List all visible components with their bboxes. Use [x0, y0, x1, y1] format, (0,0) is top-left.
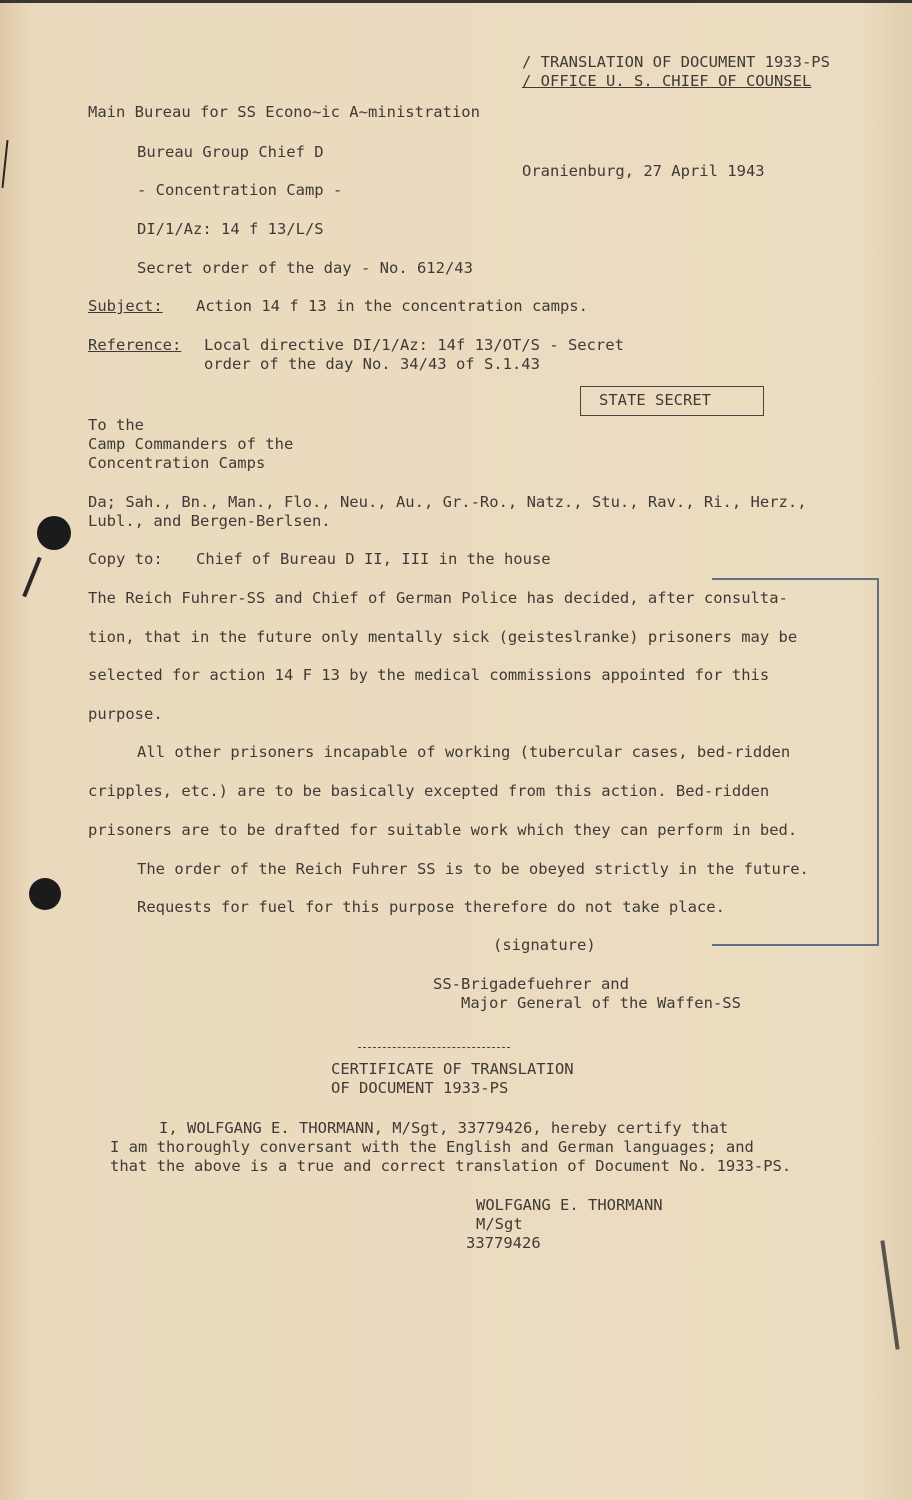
recipient-line-1: To the	[88, 416, 144, 434]
signature-mark: (signature)	[493, 936, 596, 954]
translator-serial: 33779426	[466, 1234, 541, 1252]
sender-bureau: Main Bureau for SS Econo~ic A~ministration	[88, 103, 480, 121]
punch-hole-bottom	[29, 878, 61, 910]
state-secret-stamp	[580, 386, 764, 416]
header-translation-line: / TRANSLATION OF DOCUMENT 1933-PS	[522, 53, 830, 71]
header-office-line: / OFFICE U. S. CHIEF OF COUNSEL	[522, 72, 812, 90]
sender-reference-code: DI/1/Az: 14 f 13/L/S	[137, 220, 324, 238]
certificate-text-2: I am thoroughly conversant with the English and German languages; and	[110, 1138, 754, 1156]
body-p1-line-2: tion, that in the future only mentally sick (geisteslranke) prisoners may be	[88, 628, 798, 646]
camp-list-line-2: Lubl., and Bergen-Berlsen.	[88, 512, 331, 530]
certificate-text-1: I, WOLFGANG E. THORMANN, M/Sgt, 33779426, hereby certify that	[159, 1119, 729, 1137]
subject-label: Subject:	[88, 297, 163, 315]
certificate-title-1: CERTIFICATE OF TRANSLATION	[331, 1060, 574, 1078]
secret-order-number: Secret order of the day - No. 612/43	[137, 259, 473, 277]
body-p2-line-2: cripples, etc.) are to be basically excepted from this action. Bed-ridden	[88, 782, 770, 800]
copy-to-text: Chief of Bureau D II, III in the house	[196, 550, 551, 568]
sender-camp: - Concentration Camp -	[137, 181, 343, 199]
subject-text: Action 14 f 13 in the concentration camps.	[196, 297, 588, 315]
body-p1-line-3: selected for action 14 F 13 by the medical commissions appointed for this	[88, 666, 770, 684]
camp-list-line-1: Da; Sah., Bn., Man., Flo., Neu., Au., Gr.-Ro., Natz., Stu., Rav., Ri., Herz.,	[88, 493, 807, 511]
translator-rank: M/Sgt	[476, 1215, 523, 1233]
body-p3: The order of the Reich Fuhrer SS is to be obeyed strictly in the future.	[137, 860, 809, 878]
certificate-text-3: that the above is a true and correct translation of Document No. 1933-PS.	[110, 1157, 792, 1175]
state-secret-label: STATE SECRET	[599, 391, 711, 409]
reference-label: Reference:	[88, 336, 182, 354]
place-date: Oranienburg, 27 April 1943	[522, 162, 765, 180]
separator-rule	[358, 1047, 510, 1048]
reference-line-2: order of the day No. 34/43 of S.1.43	[204, 355, 540, 373]
top-edge-border	[0, 0, 912, 3]
body-p2-line-3: prisoners are to be drafted for suitable work which they can perform in bed.	[88, 821, 798, 839]
body-p2-line-1: All other prisoners incapable of working (tubercular cases, bed-ridden	[137, 743, 791, 761]
copy-to-label: Copy to:	[88, 550, 163, 568]
signature-title-2: Major General of the Waffen-SS	[461, 994, 741, 1012]
body-p1-line-1: The Reich Fuhrer-SS and Chief of German Police has decided, after consulta-	[88, 589, 788, 607]
recipient-line-3: Concentration Camps	[88, 454, 266, 472]
translator-name: WOLFGANG E. THORMANN	[476, 1196, 663, 1214]
signature-title-1: SS-Brigadefuehrer and	[433, 975, 629, 993]
punch-hole-top	[37, 516, 71, 550]
handwritten-margin-bracket	[712, 578, 879, 946]
certificate-title-2: OF DOCUMENT 1933-PS	[331, 1079, 509, 1097]
reference-line-1: Local directive DI/1/Az: 14f 13/OT/S - Secret	[204, 336, 624, 354]
recipient-line-2: Camp Commanders of the	[88, 435, 294, 453]
body-p1-line-4: purpose.	[88, 705, 163, 723]
body-p4: Requests for fuel for this purpose therefore do not take place.	[137, 898, 725, 916]
sender-group: Bureau Group Chief D	[137, 143, 324, 161]
